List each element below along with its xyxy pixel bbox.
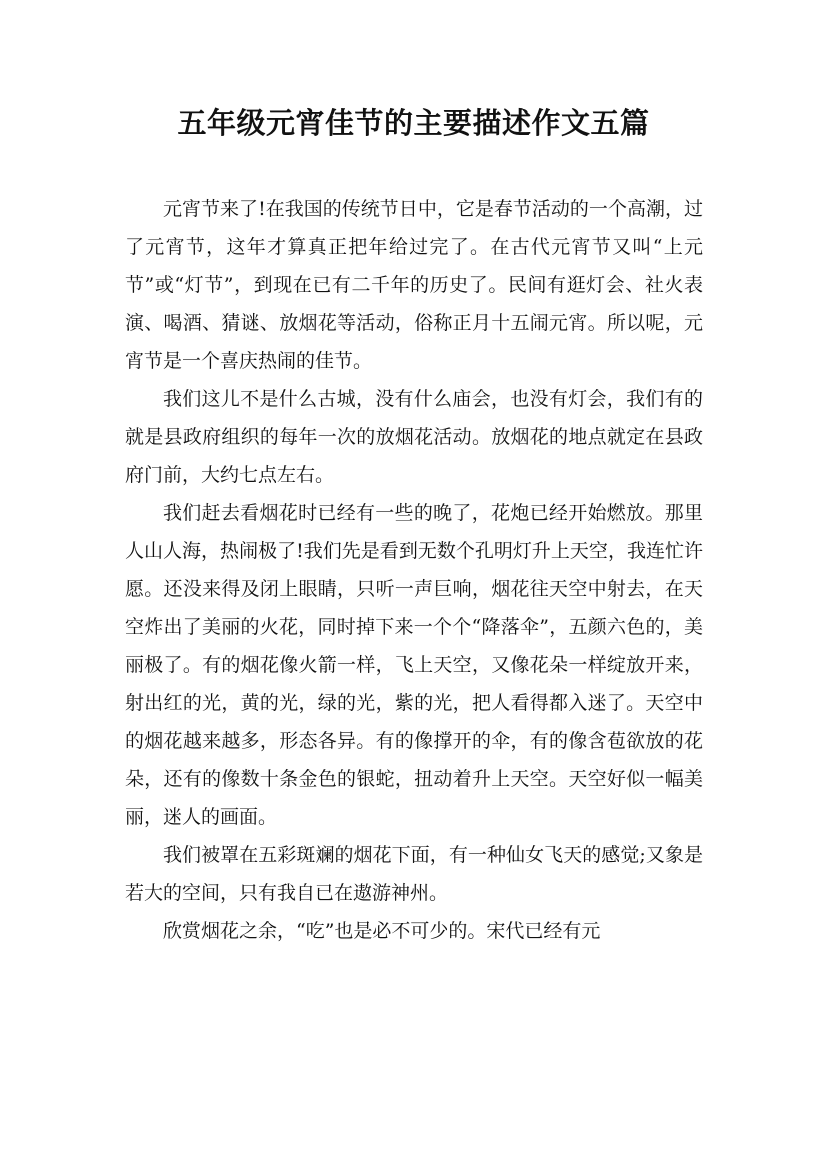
paragraph-5: 欣赏烟花之余，“吃”也是必不可少的。宋代已经有元: [163, 920, 601, 942]
document-title: 五年级元宵佳节的主要描述作文五篇: [177, 106, 650, 140]
paragraph-3: 我们赶去看烟花时已经有一些的晚了，花炮已经开始燃放。那里人山人海，热闹极了!我们先是看到无数个孔明灯升上天空，我连忙许愿。还没来得及闭上眼睛，只听一声巨响，烟花往天空中射去，在天空炸出了美丽的火花，同时掉下来一个个“降落伞”，五颜六色的，美丽极了。有的烟花像火箭一样，飞上天空，又像花朵一样绽放开来，射出红的光，黄的光，绿的光，紫的光，把人看得都入迷了。天空中的烟花越来越多，形态各异。有的像撑开的伞，有的像含苞欲放的花朵，还有的像数十条金色的银蛇，扭动着升上天空。天空好似一幅美丽，迷人的画面。: [125, 502, 703, 828]
paragraph-2: 我们这儿不是什么古城，没有什么庙会，也没有灯会，我们有的就是县政府组织的每年一次的放烟花活动。放烟花的地点就定在县政府门前，大约七点左右。: [125, 388, 703, 486]
paragraph-4: 我们被罩在五彩斑斓的烟花下面，有一种仙女飞天的感觉;又象是若大的空间，只有我自已在遨游神州。: [125, 844, 703, 904]
document-body: [125, 190, 703, 950]
paragraph-1: 元宵节来了!在我国的传统节日中，它是春节活动的一个高潮，过了元宵节，这年才算真正把年给过完了。在古代元宵节又叫“上元节”或“灯节”，到现在已有二千年的历史了。民间有逛灯会、社火表演、喝酒、猜谜、放烟花等活动，俗称正月十五闹元宵。所以呢，元宵节是一个喜庆热闹的佳节。: [125, 198, 703, 372]
